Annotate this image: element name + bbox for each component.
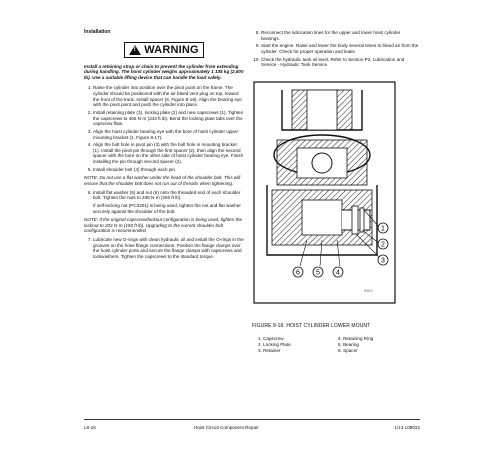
step-6-text: Install flat washer (5) and nut (6) onto the threaded end of each shoulder bolt. Tighten the nuts to 339 N·m (250 ft lb).	[93, 189, 241, 201]
callout-2	[378, 239, 388, 249]
legend-item: 3. Retainer	[258, 348, 281, 353]
step-text: Check the hydraulic tank oil level. Refer to Section P2, Lubrication and Service - Hydraulic Tank Service.	[261, 56, 405, 68]
footer-page-number: L8-16	[84, 425, 96, 430]
step-6	[93, 190, 244, 201]
callout-3	[378, 255, 388, 265]
step-text: Align the bolt hole in pivot pin (3) with the bolt hole in mounting bracket (1). Install the pivot pin through the first spacer (2), then align the second spacer with the bore on the other side of hoist cylinder bearing eye. Finish installing the pin through second spacer (2).	[93, 142, 244, 165]
figure-caption: FIGURE 8-18. HOIST CYLINDER LOWER MOUNT	[252, 323, 371, 329]
callout-4	[333, 267, 343, 277]
callout-6	[293, 267, 303, 277]
svg-text:3: 3	[381, 257, 385, 265]
step-item	[93, 167, 244, 173]
svg-text:1: 1	[381, 225, 385, 233]
note-shoulder-bolt: NOTE: Do not use a flat washer under the head of the shoulder bolt. This will ensure that the shoulder bolt does not run out of threads when tightening.	[84, 175, 241, 187]
left-column	[84, 30, 244, 262]
svg-text:4: 4	[336, 269, 340, 277]
warning-triangle-icon: !	[129, 45, 141, 55]
steps-list-6	[84, 190, 244, 201]
step-item	[93, 129, 244, 140]
steps-list-a	[84, 85, 244, 172]
footer-rule	[84, 419, 420, 420]
figure-ref-code: 93XX	[364, 289, 373, 293]
step-text: Start the engine. Raise and lower the body several times to bleed air from the cylinder. Check for proper operation and leaks.	[261, 43, 419, 54]
callout-5	[313, 267, 323, 277]
step-text: Raise the cylinder into position over the pivot point on the frame. The cylinder should be positioned with the air bleed vent plug on top, toward the front of the truck. Install spacer (6, Figure 8-18). Align the bearing eye with the pivot point and push the cylinder into place.	[93, 85, 242, 108]
step-text: Reconnect the lubrication lines for the upper and lower hoist cylinder bearings.	[261, 30, 401, 41]
legend-item: 6. Spacer	[338, 348, 358, 353]
warning-badge	[124, 42, 204, 58]
section-title: Installation	[84, 29, 111, 35]
step-text: Install shoulder bolt (4) through each pin.	[93, 166, 177, 172]
figure-legend	[258, 336, 418, 354]
footer-doc-code: 1/13 L08032	[394, 425, 420, 430]
svg-text:6: 6	[296, 269, 300, 277]
note-locknut: NOTE: If the original capscrew/lockout configuration is being used, tighten the locknut to 203 N·m (150 ft lb). Upgrading to the current shoulder bolt configuration is recommended.	[84, 217, 243, 234]
svg-text:2: 2	[381, 241, 385, 249]
step-text: Align the hoist cylinder bearing eye with the bore of hoist cylinder upper mounting bracket (1, Figure 8-17).	[93, 128, 239, 140]
step-item	[261, 30, 420, 41]
warning-banner	[84, 42, 244, 58]
step-7	[93, 237, 244, 259]
legend-item: 4. Retaining Ring	[338, 336, 374, 341]
legend-item: 2. Locking Plate	[258, 342, 291, 347]
warning-text: Install a retaining strap or chain to prevent the cylinder from extending during handling. The hoist cylinder weighs approximately 1 135 kg (2,500 lb). Use a suitable lifting device that can handle the load safely.	[84, 63, 244, 80]
step-item	[93, 85, 244, 107]
svg-text:5: 5	[316, 269, 320, 277]
step-item	[261, 57, 420, 68]
step-7-text: Lubricate new O-rings with clean hydraulic oil and install the O-rings in the grooves on the hose flange connections. Position the flange clamps over the hoist cylinder ports and secure the flange clamps with capscrews and lockwashers. Tighten the capscrews to the standard torque.	[93, 236, 244, 259]
step-item	[261, 43, 420, 54]
legend-item: 1. Capscrew	[258, 336, 284, 341]
step-6-subtext: If self-locking nut (PC3201) is being used, tighten the nut and flat washer securely against the shoulder of the bolt.	[93, 203, 241, 214]
steps-list-7	[84, 237, 244, 259]
legend-item: 5. Bearing	[338, 342, 359, 347]
right-column	[252, 30, 420, 70]
step-item	[93, 142, 244, 164]
step-item	[93, 110, 244, 127]
warning-label: WARNING	[144, 43, 199, 56]
footer-section-title: Hoist Circuit Component Repair	[194, 425, 259, 430]
step-text: Install retaining plate (3), locking plate (2) and new capscrews (1). Tighten the capscrews to 465 N·m (343 ft lb). Bend the locking plate tabs over the capscrew flats.	[93, 109, 244, 127]
callout-1	[378, 223, 388, 233]
steps-list-b	[252, 30, 420, 68]
figure-hoist-cylinder-mount	[252, 80, 397, 305]
